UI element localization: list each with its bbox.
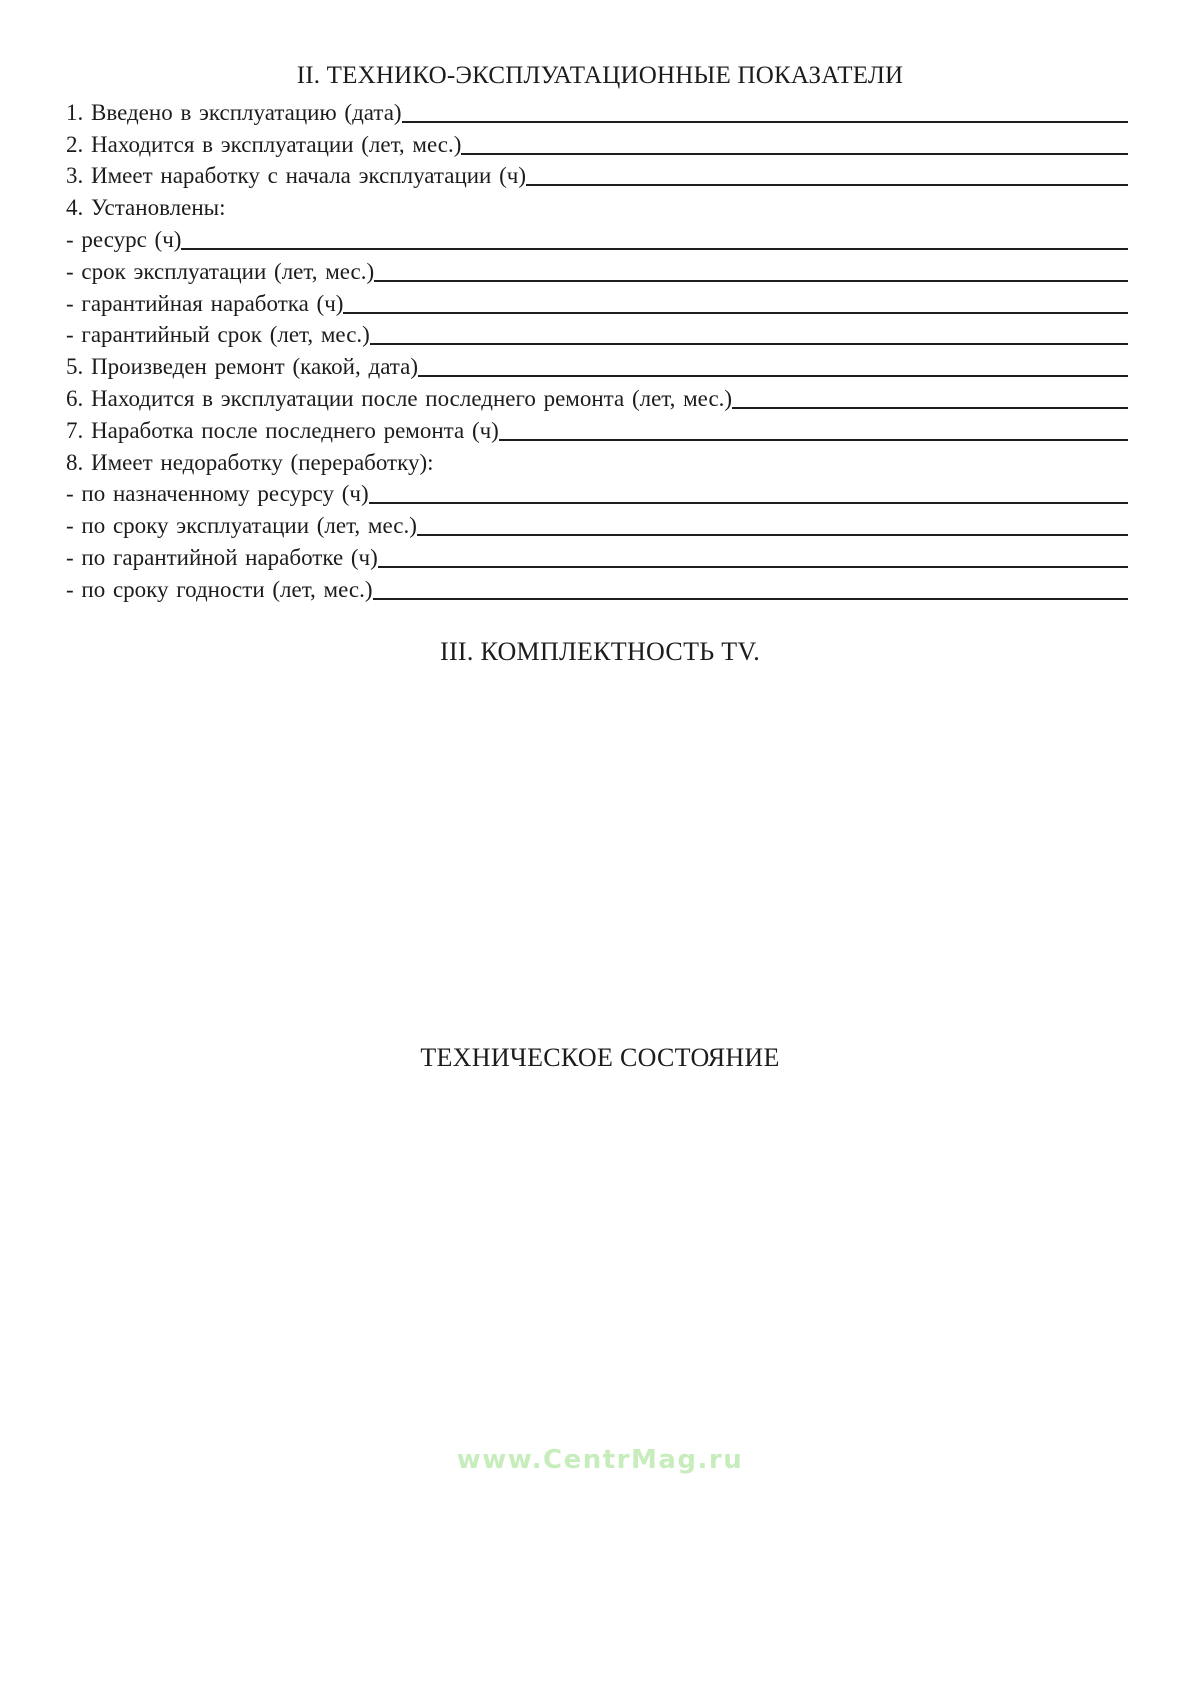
centrmag-watermark: www.CentrMag.ru	[456, 1445, 744, 1475]
blank-underline	[417, 534, 1128, 536]
form-line-label: 3. Имеет наработку с начала эксплуатации (ч)	[66, 163, 527, 189]
form-line-hours-after-repair	[66, 413, 1128, 445]
form-line-label: 8. Имеет недоработку (переработку):	[66, 449, 434, 475]
form-line-repair-done	[66, 349, 1128, 381]
form-line-by-service-life	[66, 508, 1128, 540]
form-line-commissioned-date	[66, 95, 1128, 127]
form-line-label: - по сроку годности (лет, мес.)	[66, 576, 373, 602]
form-line-operating-hours	[66, 159, 1128, 191]
form-line-established-header	[66, 190, 1128, 222]
form-line-resource	[66, 222, 1128, 254]
blank-underline	[343, 312, 1128, 314]
form-line-warranty-operating-time	[66, 286, 1128, 318]
blank-underline	[181, 248, 1128, 250]
tech-state-heading: ТЕХНИЧЕСКОЕ СОСТОЯНИЕ	[420, 1043, 780, 1072]
form-line-label: 2. Находится в эксплуатации (лет, мес.)	[66, 131, 462, 157]
form-line-shortfall-header	[66, 445, 1128, 477]
section-2-heading: II. ТЕХНИКО-ЭКСПЛУАТАЦИОННЫЕ ПОКАЗАТЕЛИ	[296, 62, 904, 89]
form-line-service-life	[66, 254, 1128, 286]
form-line-service-after-repair	[66, 381, 1128, 413]
blank-underline	[461, 153, 1128, 155]
blank-underline	[526, 184, 1128, 186]
form-line-by-shelf-life	[66, 572, 1128, 604]
form-line-label: - по гарантийной наработке (ч)	[66, 544, 378, 570]
section-3-heading: III. КОМПЛЕКТНОСТЬ TV.	[439, 637, 760, 666]
blank-underline	[402, 121, 1128, 123]
blank-underline	[369, 502, 1128, 504]
form-line-label: 6. Находится в эксплуатации после последнего ремонта (лет, мес.)	[66, 385, 733, 411]
form-line-label: - гарантийный срок (лет, мес.)	[66, 322, 370, 348]
form-lines-block	[66, 95, 1128, 604]
form-line-label: 5. Произведен ремонт (какой, дата)	[66, 354, 419, 380]
blank-underline	[378, 566, 1128, 568]
form-line-by-warranty-operating-time	[66, 540, 1128, 572]
blank-underline	[373, 598, 1129, 600]
blank-underline	[374, 280, 1128, 282]
blank-underline	[418, 375, 1128, 377]
form-line-label: 4. Установлены:	[66, 195, 226, 221]
blank-underline	[370, 343, 1128, 345]
form-line-label: - по сроку эксплуатации (лет, мес.)	[66, 513, 417, 539]
form-line-label: - гарантийная наработка (ч)	[66, 290, 344, 316]
blank-underline	[499, 439, 1128, 441]
form-line-in-service-duration	[66, 127, 1128, 159]
form-line-label: 1. Введено в эксплуатацию (дата)	[66, 99, 402, 125]
form-line-warranty-period	[66, 318, 1128, 350]
blank-underline	[732, 407, 1128, 409]
form-line-label: - ресурс (ч)	[66, 226, 182, 252]
form-line-label: - срок эксплуатации (лет, мес.)	[66, 258, 375, 284]
form-line-label: 7. Наработка после последнего ремонта (ч)	[66, 417, 499, 443]
form-line-by-assigned-resource	[66, 477, 1128, 509]
form-line-label: - по назначенному ресурсу (ч)	[66, 481, 369, 507]
